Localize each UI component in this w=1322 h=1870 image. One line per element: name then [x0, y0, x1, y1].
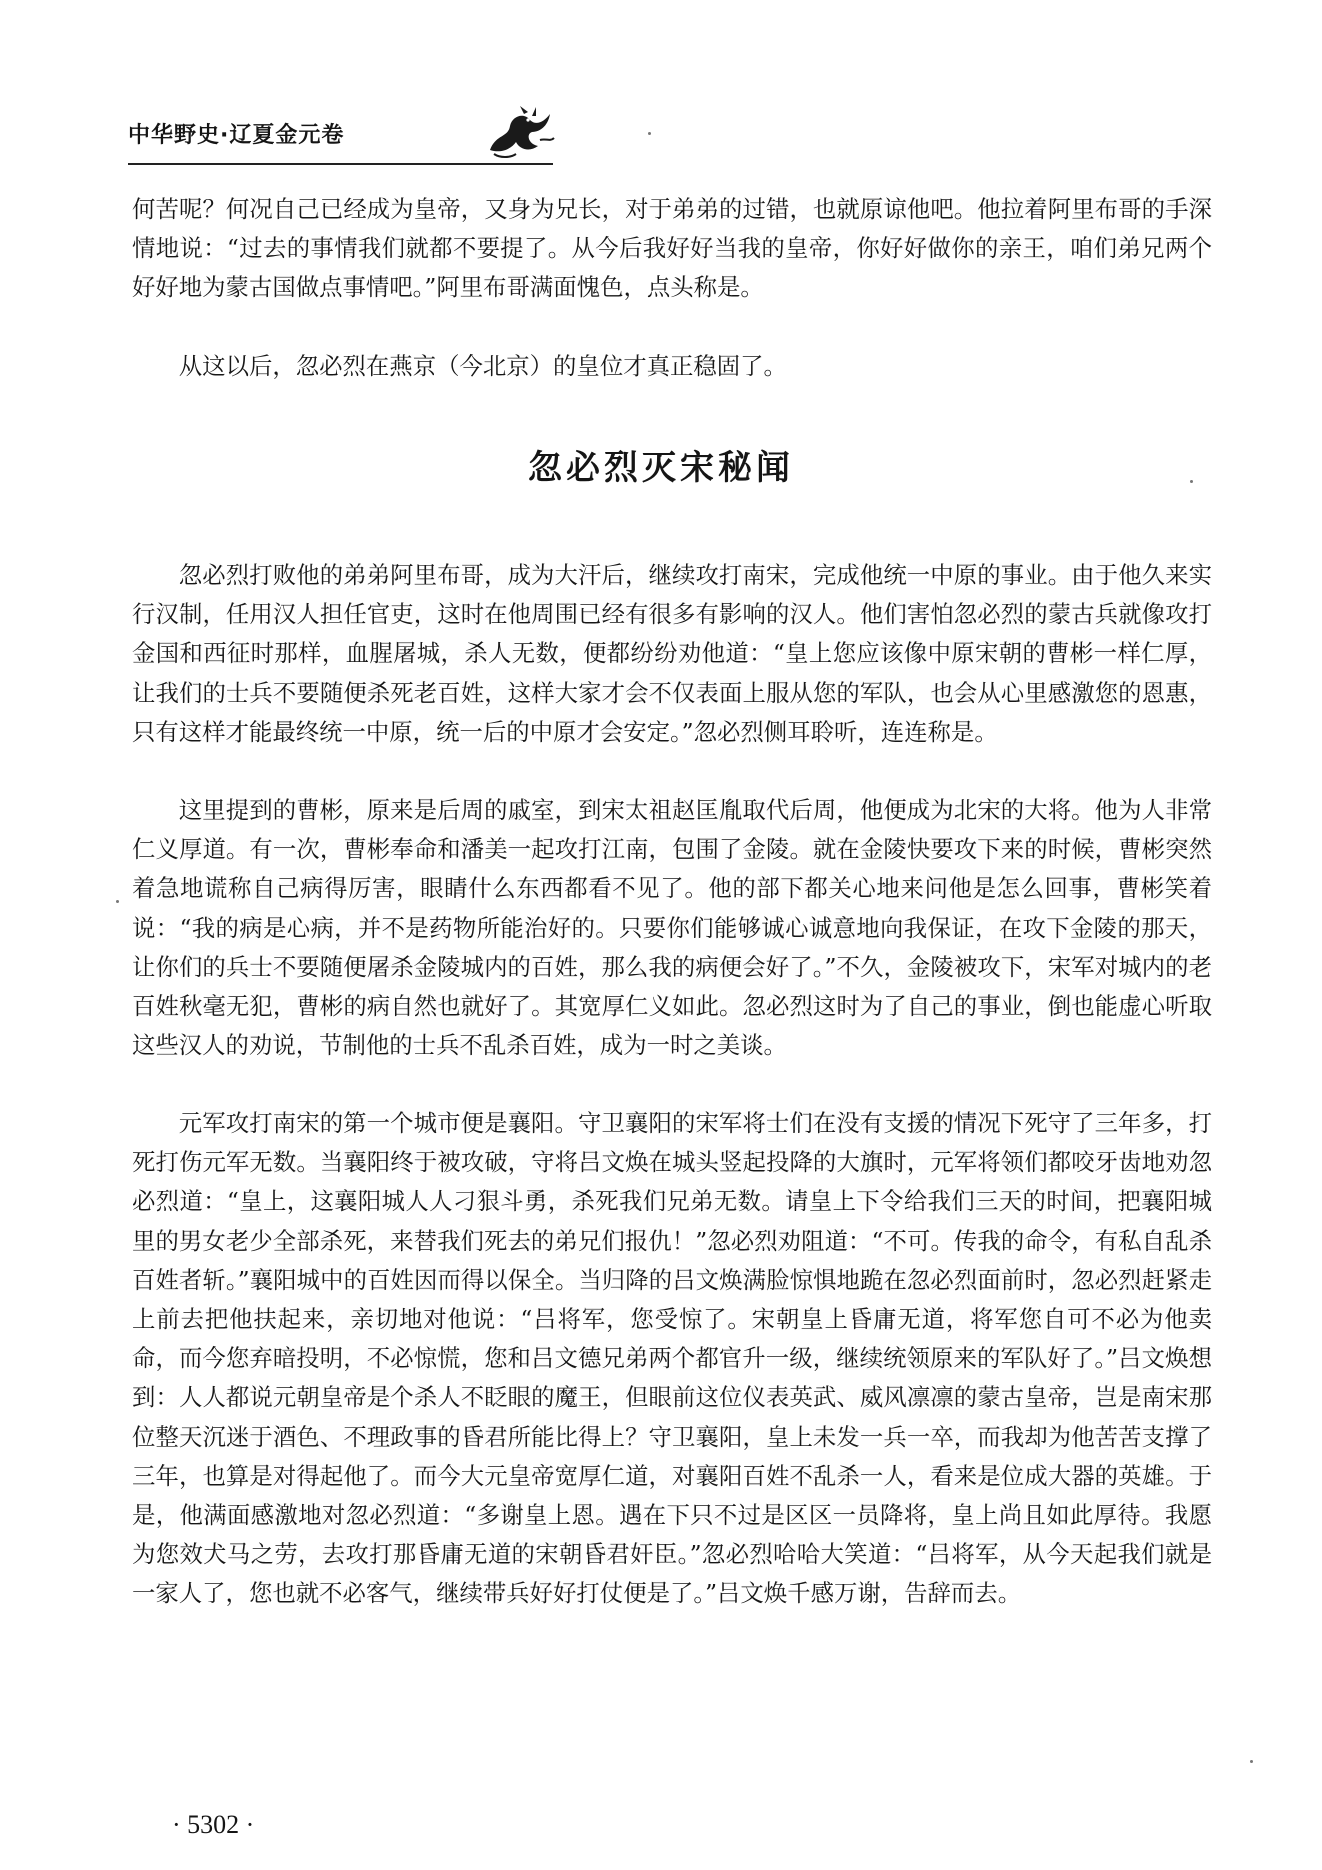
continuation-paragraph: 何苦呢？何况自己已经成为皇帝，又身为兄长，对于弟弟的过错，也就原谅他吧。他拉着阿里布哥的手深情地说：“过去的事情我们就都不要提了。从今后我好好当我的皇帝，你好好做你的亲王，咱们弟兄两个好好地为蒙古国做点事情吧。”阿里布哥满面愧色，点头称是。: [132, 195, 1212, 302]
body-paragraph: 这里提到的曹彬，原来是后周的戚室，到宋太祖赵匡胤取代后周，他便成为北宋的大将。他为人非常仁义厚道。有一次，曹彬奉命和潘美一起攻打江南，包围了金陵。就在金陵快要攻下来的时候，曹彬突然着急地谎称自己病得厉害，眼睛什么东西都看不见了。他的部下都关心地来问他是怎么回事，曹彬笑着说：“我的病是心病，并不是药物所能治好的。只要你们能够诚心诚意地向我保证，在攻下金陵的那天，让你们的兵士不要随便屠杀金陵城内的百姓，那么我的病便会好了。”不久，金陵被攻下，宋军对城内的老百姓秋毫无犯，曹彬的病自然也就好了。其宽厚仁义如此。忽必烈这时为了自己的事业，倒也能虚心听取这些汉人的劝说，节制他的士兵不乱杀百姓，成为一时之美谈。: [132, 796, 1212, 1060]
book-title: 中华野史·辽夏金元卷: [128, 123, 345, 148]
continuation-paragraph: 从这以后，忽必烈在燕京（今北京）的皇位才真正稳固了。: [178, 352, 787, 380]
page-number: · 5302 ·: [172, 1810, 255, 1839]
scan-speck: [1250, 1760, 1253, 1763]
article-title: 忽必烈灭宋秘闻: [528, 448, 794, 488]
body-paragraph: 忽必烈打败他的弟弟阿里布哥，成为大汗后，继续攻打南宋，完成他统一中原的事业。由于他久来实行汉制，任用汉人担任官吏，这时在他周围已经有很多有影响的汉人。他们害怕忽必烈的蒙古兵就像攻打金国和西征时那样，血腥屠城，杀人无数，便都纷纷劝他道：“皇上您应该像中原宋朝的曹彬一样仁厚，让我们的士兵不要随便杀死老百姓，这样大家才会不仅表面上服从您的军队，也会从心里感激您的恩惠，只有这样才能最终统一中原，统一后的中原才会安定。”忽必烈侧耳聆听，连连称是。: [132, 561, 1212, 746]
body-paragraph: 元军攻打南宋的第一个城市便是襄阳。守卫襄阳的宋军将士们在没有支援的情况下死守了三年多，打死打伤元军无数。当襄阳终于被攻破，守将吕文焕在城头竖起投降的大旗时，元军将领们都咬牙齿地劝忽必烈道：“皇上，这襄阳城人人刁狠斗勇，杀死我们兄弟无数。请皇上下令给我们三天的时间，把襄阳城里的男女老少全部杀死，来替我们死去的弟兄们报仇！”忽必烈劝阻道：“不可。传我的命令，有私自乱杀百姓者斩。”襄阳城中的百姓因而得以保全。当归降的吕文焕满脸惊惧地跪在忽必烈面前时，忽必烈赶紧走上前去把他扶起来，亲切地对他说：“吕将军，您受惊了。宋朝皇上昏庸无道，将军您自可不必为他卖命，而今您弃暗投明，不必惊慌，您和吕文德兄弟两个都官升一级，继续统领原来的军队好了。”吕文焕想到：人人都说元朝皇帝是个杀人不眨眼的魔王，但眼前这位仪表英武、威风凛凛的蒙古皇帝，岂是南宋那位整天沉迷于酒色、不理政事的昏君所能比得上？守卫襄阳，皇上未发一兵一卒，而我却为他苦苦支撑了三年，也算是对得起他了。而今大元皇帝宽厚仁道，对襄阳百姓不乱杀一人，看来是位成大器的英雄。于是，他满面感激地对忽必烈道：“多谢皇上恩。遇在下只不过是区区一员降将，皇上尚且如此厚待。我愿为您效犬马之劳，去攻打那昏庸无道的宋朝昏君奸臣。”忽必烈哈哈大笑道：“吕将军，从今天起我们就是一家人了，您也就不必客气，继续带兵好好打仗便是了。”吕文焕千感万谢，告辞而去。: [132, 1109, 1212, 1608]
scan-speck: [1190, 480, 1193, 483]
dragon-emblem-icon: [480, 104, 560, 160]
scan-speck: [648, 132, 651, 135]
header-rule: [128, 163, 553, 165]
running-header: [128, 104, 548, 164]
scan-speck: [116, 900, 119, 903]
